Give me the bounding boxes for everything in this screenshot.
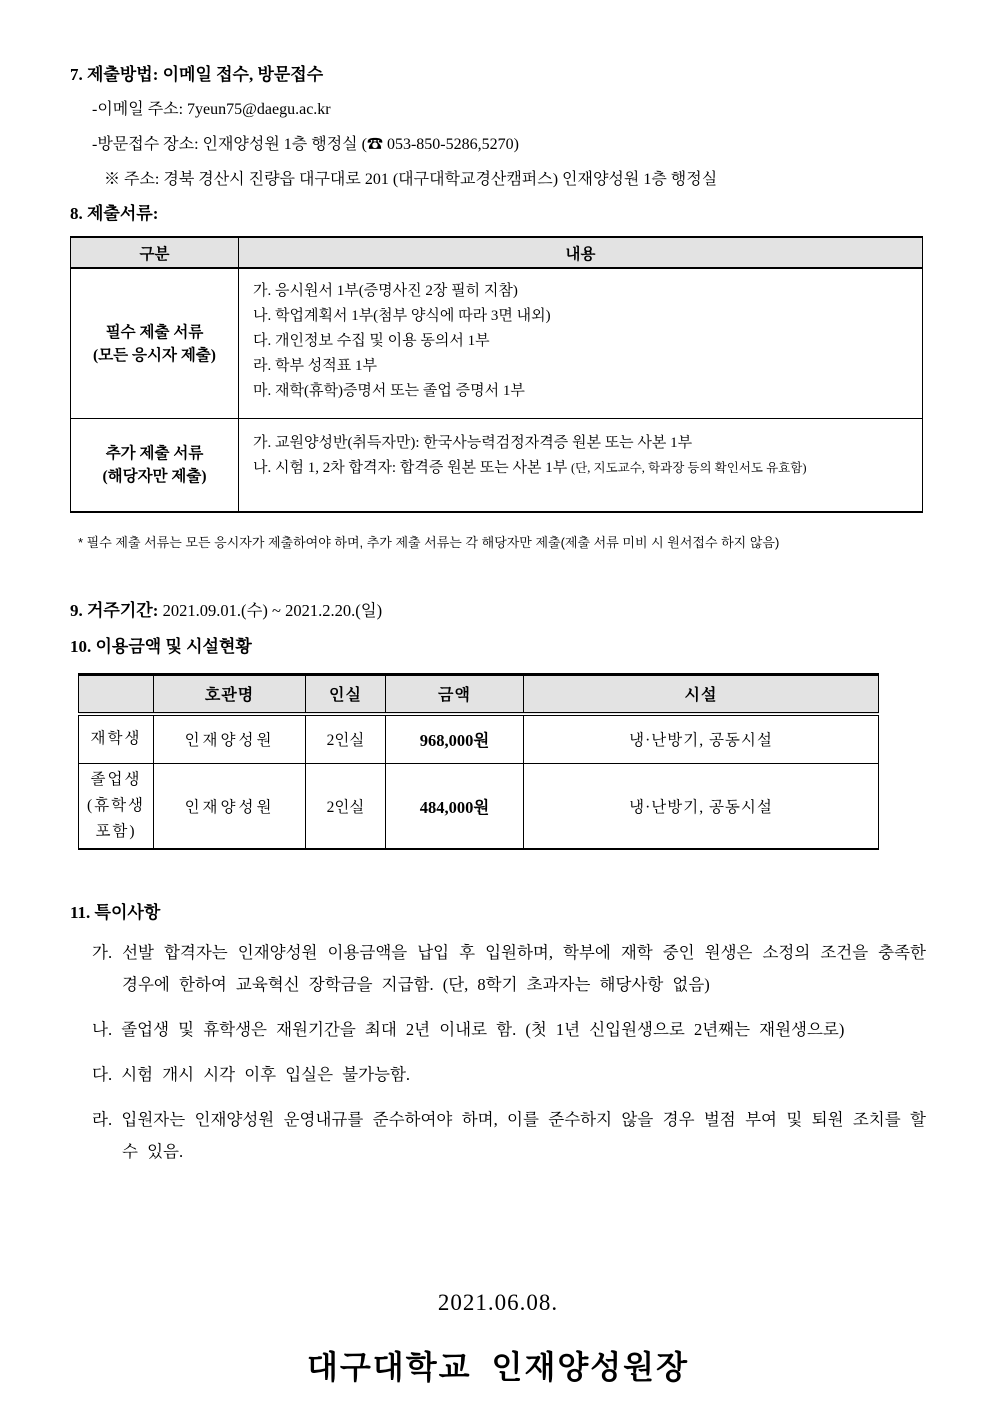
special-note-item: 라. 입원자는 인재양성원 운영내규를 준수하여야 하며, 이를 준수하지 않을 경우 벌점 부여 및 퇴원 조치를 할 수 있음. — [92, 1109, 926, 1161]
residence-period-line — [70, 600, 926, 622]
special-note-item: 다. 시험 개시 시각 이후 입실은 불가능함. — [92, 1064, 411, 1084]
table-row — [79, 764, 879, 849]
label-line: 추가 제출 서류 — [105, 445, 204, 462]
building-cell: 인재양성원 — [154, 714, 306, 764]
fees-facilities-table — [78, 673, 879, 850]
table-row — [79, 714, 879, 764]
column-header-price: 금액 — [386, 675, 524, 714]
column-header-content: 내용 — [239, 237, 923, 268]
document-item: 라. 학부 성적표 1부 — [253, 358, 377, 374]
address-note-line: ※ 주소: 경북 경산시 진량읍 대구대로 201 (대구대학교경산캠퍼스) 인재양성원 1층 행정실 — [104, 171, 718, 188]
additional-documents-content — [239, 419, 923, 513]
required-documents-label — [71, 268, 239, 419]
section10-heading: 10. 이용금액 및 시설현황 — [70, 637, 252, 656]
column-header-blank — [79, 675, 154, 714]
submission-documents-table — [70, 236, 923, 513]
column-header-room: 인실 — [306, 675, 386, 714]
table-row — [71, 268, 923, 419]
section11-heading: 11. 특이사항 — [70, 902, 161, 922]
table-header-row — [71, 237, 923, 268]
price-cell: 484,000원 — [386, 764, 524, 849]
category-cell: 졸업생 (휴학생 포함) — [79, 764, 154, 849]
label-line: (모든 응시자 제출) — [93, 346, 216, 364]
column-header-facility: 시설 — [524, 675, 879, 714]
special-note-item: 나. 졸업생 및 휴학생은 재원기간을 최대 2년 이내로 함. (첫 1년 신입원생으로 2년째는 재원생으로) — [92, 1019, 845, 1039]
document-item: 가. 교원양성반(취득자만): 한국사능력검정자격증 원본 또는 사본 1부 — [253, 435, 693, 451]
room-cell: 2인실 — [306, 714, 386, 764]
document-item: 나. 시험 1, 2차 합격자: 합격증 원본 또는 사본 1부 (단, 지도교수, 학과장 등의 확인서도 유효함) — [253, 460, 807, 476]
residence-period-value: 2021.09.01.(수) ~ 2021.2.20.(일) — [162, 601, 383, 620]
document-item: 나. 학업계획서 1부(첨부 양식에 따라 3면 내외) — [253, 308, 551, 324]
price-cell: 968,000원 — [386, 714, 524, 764]
facility-cell: 냉·난방기, 공동시설 — [524, 714, 879, 764]
visit-reception-line: -방문접수 장소: 인재양성원 1층 행정실 (☎ 053-850-5286,5270) — [92, 136, 519, 153]
document-item: 마. 재학(휴학)증명서 또는 졸업 증명서 1부 — [253, 383, 525, 399]
section8-heading: 8. 제출서류: — [70, 204, 159, 223]
document-item: 가. 응시원서 1부(증명사진 2장 필히 지참) — [253, 283, 518, 299]
label-line: (해당자만 제출) — [102, 468, 207, 485]
required-documents-content — [239, 268, 923, 419]
room-cell: 2인실 — [306, 764, 386, 849]
table-header-row — [79, 675, 879, 714]
document-signer: 대구대학교 인재양성원장 — [306, 1348, 690, 1385]
label-line: 필수 제출 서류 — [105, 323, 204, 341]
building-cell: 인재양성원 — [154, 764, 306, 849]
category-cell: 재학생 — [79, 714, 154, 764]
table-footnote: * 필수 제출 서류는 모든 응시자가 제출하여야 하며, 추가 제출 서류는 각 해당자만 제출(제출 서류 미비 시 원서접수 하지 않음) — [78, 535, 780, 550]
special-note-item: 가. 선발 합격자는 인재양성원 이용금액을 납입 후 입원하며, 학부에 재학 중인 원생은 소정의 조건을 충족한 경우에 한하여 교육혁신 장학금을 지급함. (단, 8학기 초과자는 해당사항 없음) — [92, 942, 926, 994]
section9-heading: 9. 거주기간: — [70, 601, 159, 620]
facility-cell: 냉·난방기, 공동시설 — [524, 764, 879, 849]
document-item-note: (단, 지도교수, 학과장 등의 확인서도 유효함) — [571, 461, 807, 475]
column-header-category: 구분 — [71, 237, 239, 268]
additional-documents-label — [71, 419, 239, 513]
section7-heading: 7. 제출방법: 이메일 접수, 방문접수 — [70, 65, 324, 84]
document-item: 다. 개인정보 수집 및 이용 동의서 1부 — [253, 333, 490, 349]
column-header-building: 호관명 — [154, 675, 306, 714]
document-date: 2021.06.08. — [437, 1289, 559, 1315]
table-row — [71, 419, 923, 513]
email-address-line: -이메일 주소: 7yeun75@daegu.ac.kr — [92, 101, 331, 118]
